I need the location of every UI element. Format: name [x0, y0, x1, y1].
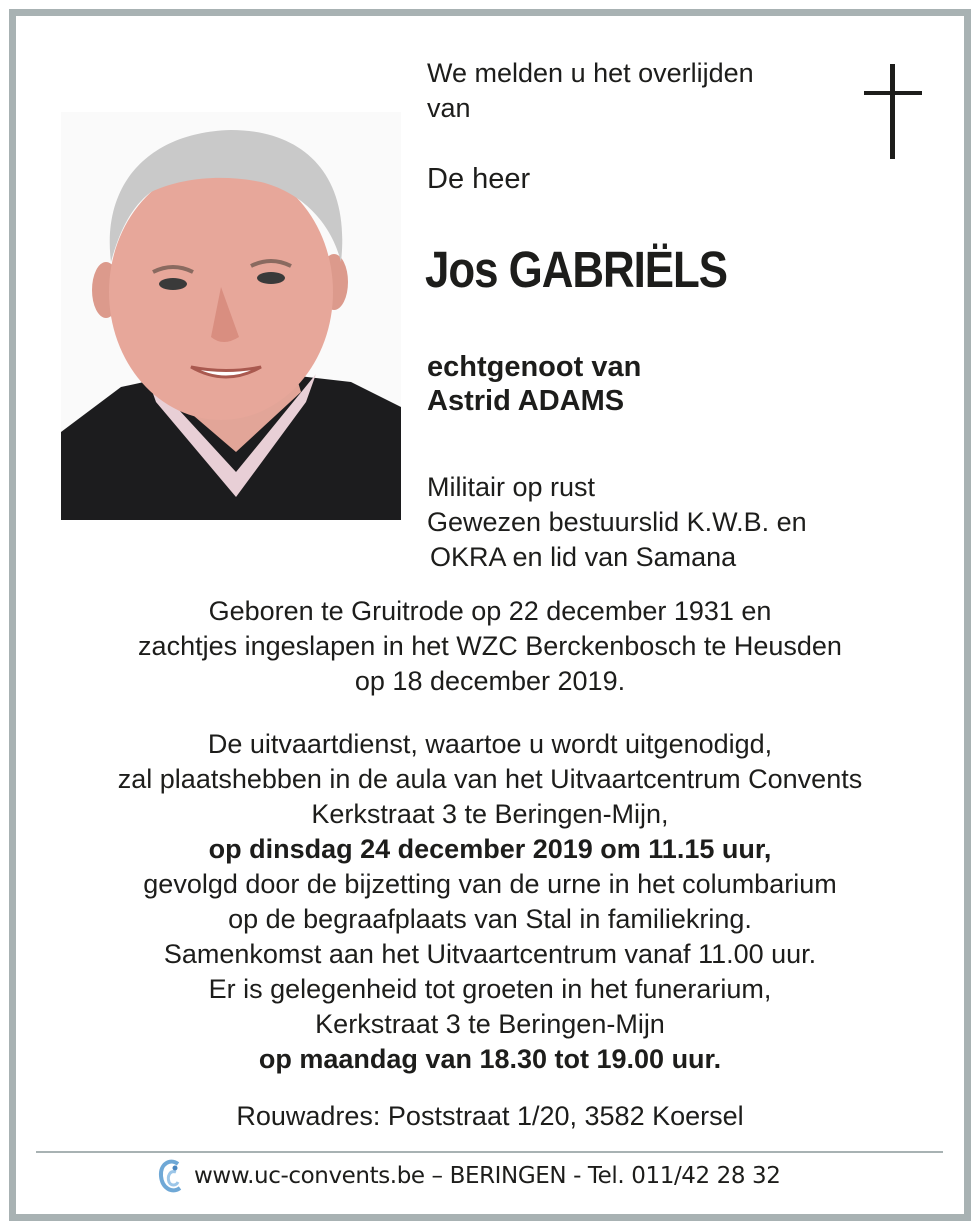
honorific: De heer — [427, 163, 531, 195]
footer-contact: www.uc-convents.be – BERINGEN - Tel. 011/42 28 32 — [194, 1163, 781, 1189]
visitation-time: op maandag van 18.30 tot 19.00 uur. — [258, 1044, 722, 1074]
birth-death-paragraph — [40, 594, 940, 699]
paragraph-line: Er is gelegenheid tot groeten in het funerarium, — [208, 974, 772, 1004]
paragraph-line: Kerkstraat 3 te Beringen-Mijn, — [311, 799, 669, 829]
paragraph-line: zachtjes ingeslapen in het WZC Berckenbosch te Heusden — [138, 631, 842, 661]
paragraph-line: De uitvaartdienst, waartoe u wordt uitgenodigd, — [207, 729, 773, 759]
spouse-info — [427, 350, 641, 418]
mourning-address: Rouwadres: Poststraat 1/20, 3582 Koersel — [236, 1101, 744, 1131]
spouse-line-1: echtgenoot van — [427, 351, 642, 383]
paragraph-line: zal plaatshebben in de aula van het Uitvaartcentrum Convents — [117, 764, 863, 794]
paragraph-line: Samenkomst aan het Uitvaartcentrum vanaf 11.00 uur. — [163, 939, 817, 969]
deceased-name: Jos GABRIËLS — [425, 241, 728, 298]
paragraph-line: op de begraafplaats van Stal in familiekring. — [228, 904, 752, 934]
intro-line-2: van — [427, 93, 471, 123]
footer-divider — [36, 1151, 943, 1153]
cross-icon — [864, 64, 922, 160]
career-line: Gewezen bestuurslid K.W.B. en — [427, 507, 807, 537]
service-date: op dinsdag 24 december 2019 om 11.15 uur, — [208, 834, 772, 864]
paragraph-line: gevolgd door de bijzetting van de urne in het columbarium — [143, 869, 837, 899]
convents-logo-icon — [156, 1158, 186, 1198]
service-paragraph — [40, 727, 940, 1077]
intro-text — [427, 56, 847, 126]
intro-line-1: We melden u het overlijden — [427, 58, 754, 88]
portrait-photo — [61, 112, 401, 520]
career-info — [427, 470, 807, 575]
paragraph-line: op 18 december 2019. — [354, 666, 626, 696]
career-line: OKRA en lid van Samana — [430, 542, 737, 572]
spouse-name: Astrid ADAMS — [427, 385, 625, 417]
career-line: Militair op rust — [427, 472, 596, 502]
paragraph-line: Kerkstraat 3 te Beringen-Mijn — [315, 1009, 665, 1039]
paragraph-line: Geboren te Gruitrode op 22 december 1931 en — [208, 596, 772, 626]
